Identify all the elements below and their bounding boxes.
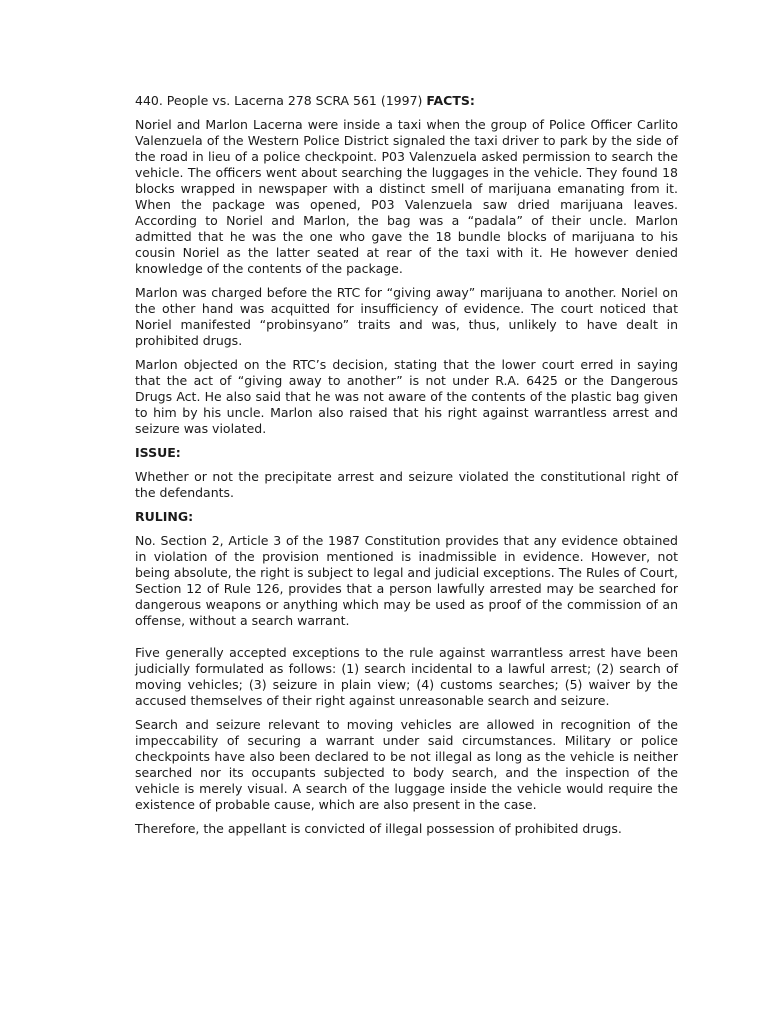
- case-citation: 440. People vs. Lacerna 278 SCRA 561 (1997): [135, 93, 423, 108]
- paragraph-spacer: [135, 637, 678, 645]
- document-page: [135, 93, 678, 845]
- ruling-paragraph-4: Therefore, the appellant is convicted of illegal possession of prohibited drugs.: [135, 821, 622, 836]
- ruling-heading: RULING:: [135, 509, 194, 524]
- ruling-paragraph-3: Search and seizure relevant to moving vehicles are allowed in recognition of the impeccability of securing a warrant under said circumstances. Military or police checkpoints have also been declared to be not illegal as long as the vehicle is neither searched nor its occupants subjected to body search, and the inspection of the vehicle is merely visual. A search of the luggage inside the vehicle would require the existence of probable cause, which are also present in the case.: [135, 717, 678, 812]
- facts-paragraph-2: Marlon was charged before the RTC for “giving away” marijuana to another. Noriel on the other hand was acquitted for insufficiency of evidence. The court noticed that Noriel manifested “probinsyano” traits and was, thus, unlikely to have dealt in prohibited drugs.: [135, 285, 678, 348]
- facts-label: FACTS:: [426, 93, 475, 108]
- issue-heading: ISSUE:: [135, 445, 181, 460]
- ruling-paragraph-2: Five generally accepted exceptions to the rule against warrantless arrest have been judicially formulated as follows: (1) search incidental to a lawful arrest; (2) search of moving vehicles; (3) seizure in plain view; (4) customs searches; (5) waiver by the accused themselves of their right against unreasonable search and seizure.: [135, 645, 678, 708]
- case-heading: [135, 93, 678, 109]
- facts-paragraph-1: Noriel and Marlon Lacerna were inside a taxi when the group of Police Officer Carlito Valenzuela of the Western Police District signaled the taxi driver to park by the side of the road in lieu of a police checkpoint. P03 Valenzuela asked permission to search the vehicle. The officers went about searching the luggages in the vehicle. They found 18 blocks wrapped in newspaper with a distinct smell of marijuana emanating from it. When the package was opened, P03 Valenzuela saw dried marijuana leaves. According to Noriel and Marlon, the bag was a “padala” of their uncle. Marlon admitted that he was the one who gave the 18 bundle blocks of marijuana to his cousin Noriel as the latter seated at rear of the taxi with it. He however denied knowledge of the contents of the package.: [135, 117, 678, 276]
- facts-paragraph-3: Marlon objected on the RTC’s decision, stating that the lower court erred in saying that the act of “giving away to another” is not under R.A. 6425 or the Dangerous Drugs Act. He also said that he was not aware of the contents of the plastic bag given to him by his uncle. Marlon also raised that his right against warrantless arrest and seizure was violated.: [135, 357, 678, 436]
- ruling-paragraph-1: No. Section 2, Article 3 of the 1987 Constitution provides that any evidence obtained in violation of the provision mentioned is inadmissible in evidence. However, not being absolute, the right is subject to legal and judicial exceptions. The Rules of Court, Section 12 of Rule 126, provides that a person lawfully arrested may be searched for dangerous weapons or anything which may be used as proof of the commission of an offense, without a search warrant.: [135, 533, 678, 628]
- issue-paragraph: Whether or not the precipitate arrest and seizure violated the constitutional right of the defendants.: [135, 469, 678, 500]
